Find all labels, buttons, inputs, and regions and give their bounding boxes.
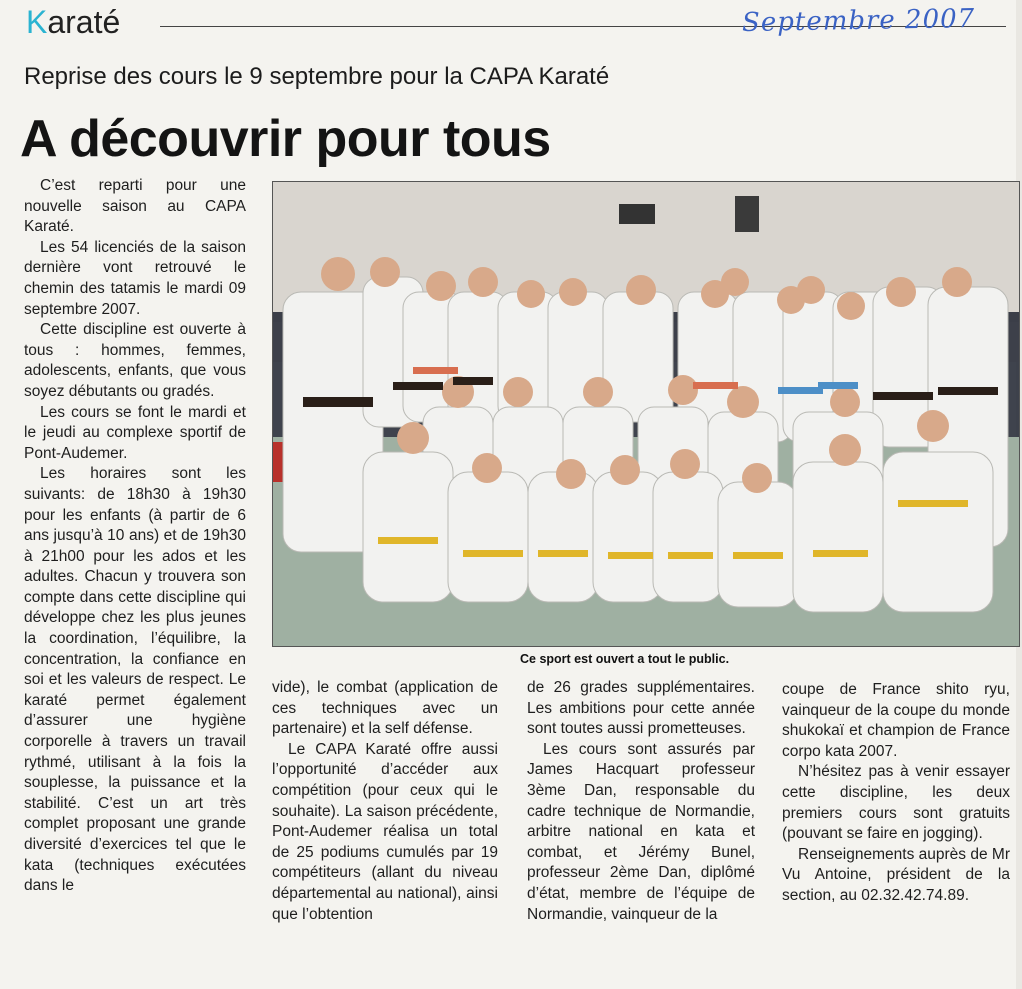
paragraph: Les cours sont assurés par James Hacquart professeur 3ème Dan, responsable du cadre technique de Normandie, arbitre national en kata et combat, et Jérémy Bunel, professeur 2ème Dan, diplômé d’état, membre de l’équipe de Normandie, vainqueur de la [527,740,755,923]
paragraph: vide), le combat (application de ces techniques avec un partenaire) et la self défense. [272,679,498,738]
group-photo [272,181,1020,647]
paragraph: Les cours se font le mardi et le jeudi au complexe sportif de Pont-Audemer. [24,403,246,462]
paragraph: N’hésitez pas à venir essayer cette discipline, les deux premiers cours sont gratuits (pouvant se faire en jogging). [782,763,1010,843]
section-label [26,2,120,42]
article-column-3 [527,678,755,925]
paragraph: Les 54 licenciés de la saison dernière vont retrouvé le chemin des tatamis le mardi 09 septembre 2007. [24,238,246,318]
paragraph: coupe de France shito ryu, vainqueur de la coupe du monde shukokaï et champion de France corpo kata 2007. [782,681,1010,760]
paragraph: Les horaires sont les suivants: de 18h30 à 19h30 pour les enfants (à partir de 6 ans jusqu’à 10 ans) et de 19h30 à 21h00 pour les ados et les adultes. Chacun y trouvera son compte dans cette discipline qui développe chez les plus jeunes la coordination, l’équilibre, la concentration, la confiance en soi et les valeurs de respect. Le karaté permet également d’assurer une hygiène corporelle à travers un travail rythmé, utilisant à la fois la souplesse, la puissance et la stabilité. C’est un art très complet proposant une grande diversité d’exercices tel que le kata (techniques exécutées dans le [24,465,246,895]
article-column-4 [782,680,1010,907]
section-rest: araté [47,4,121,40]
section-initial: K [26,4,48,40]
kicker: Reprise des cours le 9 septembre pour la CAPA Karaté [24,63,610,90]
photo-caption: Ce sport est ouvert a tout le public. [520,652,730,666]
article-column-1 [24,176,246,897]
paragraph: C’est reparti pour une nouvelle saison au CAPA Karaté. [24,177,246,236]
paragraph: Cette discipline est ouverte à tous : hommes, femmes, adolescents, enfants, que vous soyez débutants ou gradés. [24,321,246,400]
paragraph: de 26 grades supplémentaires. Les ambitions pour cette année sont toutes aussi prometteuses. [527,679,755,738]
headline: A découvrir pour tous [20,110,551,168]
paragraph: Le CAPA Karaté offre aussi l’opportunité d’accéder aux compétition (pour ceux qui le souhaite). La saison précédente, Pont-Audemer réalisa un total de 25 podiums cumulés par 19 compétiteurs (allant du niveau départemental au national), ainsi que l’obtention [272,740,498,923]
paragraph: Renseignements auprès de Mr Vu Antoine, président de la section, au 02.32.42.74.89. [782,845,1010,904]
article-column-2 [272,678,498,925]
group-photo-illustration [273,182,1019,646]
handwritten-date: Septembre 2007 [741,3,976,39]
